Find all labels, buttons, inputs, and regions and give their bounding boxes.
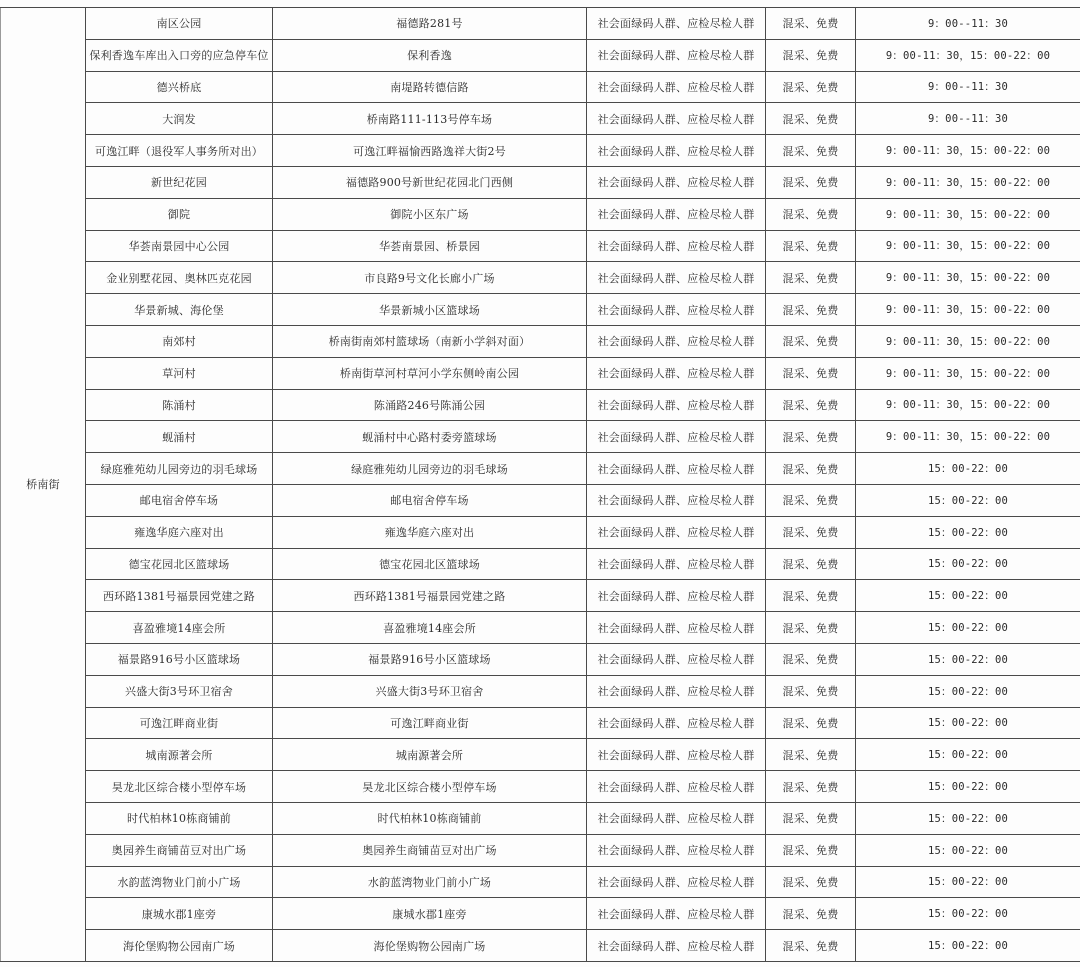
table-row bbox=[1, 230, 1080, 262]
sampling-mode-cell: 混采、免费 bbox=[766, 643, 856, 675]
site-name-cell: 华景新城、海伦堡 bbox=[86, 294, 273, 326]
sampling-mode-cell: 混采、免费 bbox=[766, 548, 856, 580]
site-name-cell: 时代柏林10栋商铺前 bbox=[86, 802, 273, 834]
table-row bbox=[1, 580, 1080, 612]
site-name-cell: 城南源著会所 bbox=[86, 739, 273, 771]
table-row bbox=[1, 262, 1080, 294]
sampling-mode-cell: 混采、免费 bbox=[766, 453, 856, 485]
sampling-mode-cell: 混采、免费 bbox=[766, 898, 856, 930]
site-name-cell: 保利香逸车库出入口旁的应急停车位 bbox=[86, 39, 273, 71]
service-time-cell: 15：00-22：00 bbox=[856, 516, 1080, 548]
sampling-mode-cell: 混采、免费 bbox=[766, 198, 856, 230]
sampling-mode-cell: 混采、免费 bbox=[766, 771, 856, 803]
table-row bbox=[1, 898, 1080, 930]
table-row bbox=[1, 325, 1080, 357]
sampling-mode-cell: 混采、免费 bbox=[766, 103, 856, 135]
table-row bbox=[1, 357, 1080, 389]
target-crowd-cell: 社会面绿码人群、应检尽检人群 bbox=[587, 930, 766, 962]
service-time-cell: 15：00-22：00 bbox=[856, 866, 1080, 898]
site-name-cell: 雍逸华庭六座对出 bbox=[86, 516, 273, 548]
service-time-cell: 9：00--11：30 bbox=[856, 103, 1080, 135]
service-time-cell: 15：00-22：00 bbox=[856, 802, 1080, 834]
site-name-cell: 喜盈雅境14座会所 bbox=[86, 612, 273, 644]
table-row bbox=[1, 516, 1080, 548]
service-time-cell: 9：00-11：30，15：00-22：00 bbox=[856, 262, 1080, 294]
table-row bbox=[1, 771, 1080, 803]
table-row bbox=[1, 707, 1080, 739]
target-crowd-cell: 社会面绿码人群、应检尽检人群 bbox=[587, 516, 766, 548]
service-time-cell: 9：00-11：30，15：00-22：00 bbox=[856, 325, 1080, 357]
address-cell: 保利香逸 bbox=[273, 39, 587, 71]
target-crowd-cell: 社会面绿码人群、应检尽检人群 bbox=[587, 484, 766, 516]
site-name-cell: 兴盛大街3号环卫宿舍 bbox=[86, 675, 273, 707]
service-time-cell: 9：00-11：30，15：00-22：00 bbox=[856, 230, 1080, 262]
address-cell: 福景路916号小区篮球场 bbox=[273, 643, 587, 675]
sampling-mode-cell: 混采、免费 bbox=[766, 357, 856, 389]
site-name-cell: 邮电宿舍停车场 bbox=[86, 484, 273, 516]
site-name-cell: 蚬涌村 bbox=[86, 421, 273, 453]
sampling-mode-cell: 混采、免费 bbox=[766, 707, 856, 739]
sampling-mode-cell: 混采、免费 bbox=[766, 135, 856, 167]
table-row bbox=[1, 484, 1080, 516]
address-cell: 德宝花园北区篮球场 bbox=[273, 548, 587, 580]
service-time-cell: 15：00-22：00 bbox=[856, 453, 1080, 485]
address-cell: 福德路900号新世纪花园北门西侧 bbox=[273, 166, 587, 198]
sampling-mode-cell: 混采、免费 bbox=[766, 930, 856, 962]
address-cell: 桥南街南郊村篮球场（南新小学斜对面） bbox=[273, 325, 587, 357]
service-time-cell: 9：00--11：30 bbox=[856, 8, 1080, 40]
table-body bbox=[1, 8, 1080, 962]
sampling-mode-cell: 混采、免费 bbox=[766, 8, 856, 40]
sampling-mode-cell: 混采、免费 bbox=[766, 866, 856, 898]
table-row bbox=[1, 198, 1080, 230]
sampling-mode-cell: 混采、免费 bbox=[766, 294, 856, 326]
site-name-cell: 绿庭雅苑幼儿园旁边的羽毛球场 bbox=[86, 453, 273, 485]
service-time-cell: 15：00-22：00 bbox=[856, 707, 1080, 739]
address-cell: 桥南街草河村草河小学东侧岭南公园 bbox=[273, 357, 587, 389]
address-cell: 兴盛大街3号环卫宿舍 bbox=[273, 675, 587, 707]
service-time-cell: 15：00-22：00 bbox=[856, 739, 1080, 771]
site-name-cell: 新世纪花园 bbox=[86, 166, 273, 198]
sampling-mode-cell: 混采、免费 bbox=[766, 71, 856, 103]
target-crowd-cell: 社会面绿码人群、应检尽检人群 bbox=[587, 39, 766, 71]
table-row bbox=[1, 8, 1080, 40]
table-row bbox=[1, 675, 1080, 707]
address-cell: 可逸江畔福愉西路逸祥大街2号 bbox=[273, 135, 587, 167]
sampling-mode-cell: 混采、免费 bbox=[766, 802, 856, 834]
service-time-cell: 15：00-22：00 bbox=[856, 548, 1080, 580]
sampling-mode-cell: 混采、免费 bbox=[766, 739, 856, 771]
service-time-cell: 15：00-22：00 bbox=[856, 612, 1080, 644]
address-cell: 御院小区东广场 bbox=[273, 198, 587, 230]
site-name-cell: 金业别墅花园、奥林匹克花园 bbox=[86, 262, 273, 294]
table-row bbox=[1, 834, 1080, 866]
target-crowd-cell: 社会面绿码人群、应检尽检人群 bbox=[587, 294, 766, 326]
address-cell: 奥园养生商铺苗豆对出广场 bbox=[273, 834, 587, 866]
site-name-cell: 水韵蓝湾物业门前小广场 bbox=[86, 866, 273, 898]
address-cell: 市良路9号文化长廊小广场 bbox=[273, 262, 587, 294]
target-crowd-cell: 社会面绿码人群、应检尽检人群 bbox=[587, 389, 766, 421]
address-cell: 华荟南景园、桥景园 bbox=[273, 230, 587, 262]
target-crowd-cell: 社会面绿码人群、应检尽检人群 bbox=[587, 71, 766, 103]
address-cell: 南堤路转德信路 bbox=[273, 71, 587, 103]
target-crowd-cell: 社会面绿码人群、应检尽检人群 bbox=[587, 643, 766, 675]
target-crowd-cell: 社会面绿码人群、应检尽检人群 bbox=[587, 802, 766, 834]
address-cell: 时代柏林10栋商铺前 bbox=[273, 802, 587, 834]
service-time-cell: 9：00-11：30，15：00-22：00 bbox=[856, 198, 1080, 230]
site-name-cell: 海伦堡购物公园南广场 bbox=[86, 930, 273, 962]
site-name-cell: 可逸江畔（退役军人事务所对出） bbox=[86, 135, 273, 167]
table-row bbox=[1, 135, 1080, 167]
site-name-cell: 草河村 bbox=[86, 357, 273, 389]
service-time-cell: 15：00-22：00 bbox=[856, 834, 1080, 866]
sampling-mode-cell: 混采、免费 bbox=[766, 39, 856, 71]
table-row bbox=[1, 643, 1080, 675]
sampling-mode-cell: 混采、免费 bbox=[766, 580, 856, 612]
target-crowd-cell: 社会面绿码人群、应检尽检人群 bbox=[587, 866, 766, 898]
address-cell: 城南源著会所 bbox=[273, 739, 587, 771]
service-time-cell: 15：00-22：00 bbox=[856, 930, 1080, 962]
address-cell: 陈涌路246号陈涌公园 bbox=[273, 389, 587, 421]
site-name-cell: 德兴桥底 bbox=[86, 71, 273, 103]
target-crowd-cell: 社会面绿码人群、应检尽检人群 bbox=[587, 739, 766, 771]
sampling-mode-cell: 混采、免费 bbox=[766, 389, 856, 421]
address-cell: 蚬涌村中心路村委旁篮球场 bbox=[273, 421, 587, 453]
address-cell: 康城水郡1座旁 bbox=[273, 898, 587, 930]
table-row bbox=[1, 166, 1080, 198]
service-time-cell: 15：00-22：00 bbox=[856, 675, 1080, 707]
target-crowd-cell: 社会面绿码人群、应检尽检人群 bbox=[587, 898, 766, 930]
site-name-cell: 陈涌村 bbox=[86, 389, 273, 421]
address-cell: 水韵蓝湾物业门前小广场 bbox=[273, 866, 587, 898]
service-time-cell: 9：00-11：30，15：00-22：00 bbox=[856, 135, 1080, 167]
service-time-cell: 9：00-11：30，15：00-22：00 bbox=[856, 389, 1080, 421]
target-crowd-cell: 社会面绿码人群、应检尽检人群 bbox=[587, 103, 766, 135]
address-cell: 喜盈雅境14座会所 bbox=[273, 612, 587, 644]
address-cell: 雍逸华庭六座对出 bbox=[273, 516, 587, 548]
address-cell: 桥南路111-113号停车场 bbox=[273, 103, 587, 135]
address-cell: 华景新城小区篮球场 bbox=[273, 294, 587, 326]
site-name-cell: 华荟南景园中心公园 bbox=[86, 230, 273, 262]
site-name-cell: 西环路1381号福景园党建之路 bbox=[86, 580, 273, 612]
target-crowd-cell: 社会面绿码人群、应检尽检人群 bbox=[587, 357, 766, 389]
service-time-cell: 15：00-22：00 bbox=[856, 484, 1080, 516]
target-crowd-cell: 社会面绿码人群、应检尽检人群 bbox=[587, 421, 766, 453]
service-time-cell: 9：00-11：30，15：00-22：00 bbox=[856, 421, 1080, 453]
address-cell: 海伦堡购物公园南广场 bbox=[273, 930, 587, 962]
target-crowd-cell: 社会面绿码人群、应检尽检人群 bbox=[587, 135, 766, 167]
table-row bbox=[1, 930, 1080, 962]
target-crowd-cell: 社会面绿码人群、应检尽检人群 bbox=[587, 834, 766, 866]
target-crowd-cell: 社会面绿码人群、应检尽检人群 bbox=[587, 198, 766, 230]
table-row bbox=[1, 103, 1080, 135]
address-cell: 福德路281号 bbox=[273, 8, 587, 40]
table-row bbox=[1, 739, 1080, 771]
service-time-cell: 9：00-11：30，15：00-22：00 bbox=[856, 39, 1080, 71]
site-name-cell: 康城水郡1座旁 bbox=[86, 898, 273, 930]
site-name-cell: 奥园养生商铺苗豆对出广场 bbox=[86, 834, 273, 866]
target-crowd-cell: 社会面绿码人群、应检尽检人群 bbox=[587, 675, 766, 707]
sampling-mode-cell: 混采、免费 bbox=[766, 484, 856, 516]
testing-sites-table bbox=[0, 7, 1080, 962]
target-crowd-cell: 社会面绿码人群、应检尽检人群 bbox=[587, 453, 766, 485]
site-name-cell: 南郊村 bbox=[86, 325, 273, 357]
sampling-mode-cell: 混采、免费 bbox=[766, 230, 856, 262]
service-time-cell: 15：00-22：00 bbox=[856, 771, 1080, 803]
site-name-cell: 南区公园 bbox=[86, 8, 273, 40]
site-name-cell: 可逸江畔商业街 bbox=[86, 707, 273, 739]
table-row bbox=[1, 421, 1080, 453]
table-row bbox=[1, 453, 1080, 485]
table-row bbox=[1, 39, 1080, 71]
sampling-mode-cell: 混采、免费 bbox=[766, 421, 856, 453]
site-name-cell: 德宝花园北区篮球场 bbox=[86, 548, 273, 580]
target-crowd-cell: 社会面绿码人群、应检尽检人群 bbox=[587, 166, 766, 198]
sampling-mode-cell: 混采、免费 bbox=[766, 516, 856, 548]
table-row bbox=[1, 866, 1080, 898]
target-crowd-cell: 社会面绿码人群、应检尽检人群 bbox=[587, 612, 766, 644]
table-row bbox=[1, 389, 1080, 421]
sampling-mode-cell: 混采、免费 bbox=[766, 834, 856, 866]
target-crowd-cell: 社会面绿码人群、应检尽检人群 bbox=[587, 325, 766, 357]
address-cell: 昊龙北区综合楼小型停车场 bbox=[273, 771, 587, 803]
target-crowd-cell: 社会面绿码人群、应检尽检人群 bbox=[587, 262, 766, 294]
target-crowd-cell: 社会面绿码人群、应检尽检人群 bbox=[587, 8, 766, 40]
sampling-mode-cell: 混采、免费 bbox=[766, 675, 856, 707]
street-name-cell: 桥南街 bbox=[1, 8, 86, 962]
sampling-mode-cell: 混采、免费 bbox=[766, 612, 856, 644]
service-time-cell: 15：00-22：00 bbox=[856, 580, 1080, 612]
service-time-cell: 9：00--11：30 bbox=[856, 71, 1080, 103]
service-time-cell: 9：00-11：30，15：00-22：00 bbox=[856, 357, 1080, 389]
site-name-cell: 福景路916号小区篮球场 bbox=[86, 643, 273, 675]
target-crowd-cell: 社会面绿码人群、应检尽检人群 bbox=[587, 230, 766, 262]
address-cell: 可逸江畔商业街 bbox=[273, 707, 587, 739]
sampling-mode-cell: 混采、免费 bbox=[766, 166, 856, 198]
address-cell: 绿庭雅苑幼儿园旁边的羽毛球场 bbox=[273, 453, 587, 485]
site-name-cell: 大润发 bbox=[86, 103, 273, 135]
service-time-cell: 15：00-22：00 bbox=[856, 643, 1080, 675]
site-name-cell: 御院 bbox=[86, 198, 273, 230]
target-crowd-cell: 社会面绿码人群、应检尽检人群 bbox=[587, 580, 766, 612]
address-cell: 邮电宿舍停车场 bbox=[273, 484, 587, 516]
table-row bbox=[1, 548, 1080, 580]
service-time-cell: 9：00-11：30，15：00-22：00 bbox=[856, 294, 1080, 326]
address-cell: 西环路1381号福景园党建之路 bbox=[273, 580, 587, 612]
site-name-cell: 昊龙北区综合楼小型停车场 bbox=[86, 771, 273, 803]
target-crowd-cell: 社会面绿码人群、应检尽检人群 bbox=[587, 548, 766, 580]
table-row bbox=[1, 294, 1080, 326]
table-row bbox=[1, 802, 1080, 834]
service-time-cell: 15：00-22：00 bbox=[856, 898, 1080, 930]
target-crowd-cell: 社会面绿码人群、应检尽检人群 bbox=[587, 707, 766, 739]
table-row bbox=[1, 612, 1080, 644]
target-crowd-cell: 社会面绿码人群、应检尽检人群 bbox=[587, 771, 766, 803]
sampling-mode-cell: 混采、免费 bbox=[766, 325, 856, 357]
sampling-mode-cell: 混采、免费 bbox=[766, 262, 856, 294]
table-row bbox=[1, 71, 1080, 103]
service-time-cell: 9：00-11：30，15：00-22：00 bbox=[856, 166, 1080, 198]
